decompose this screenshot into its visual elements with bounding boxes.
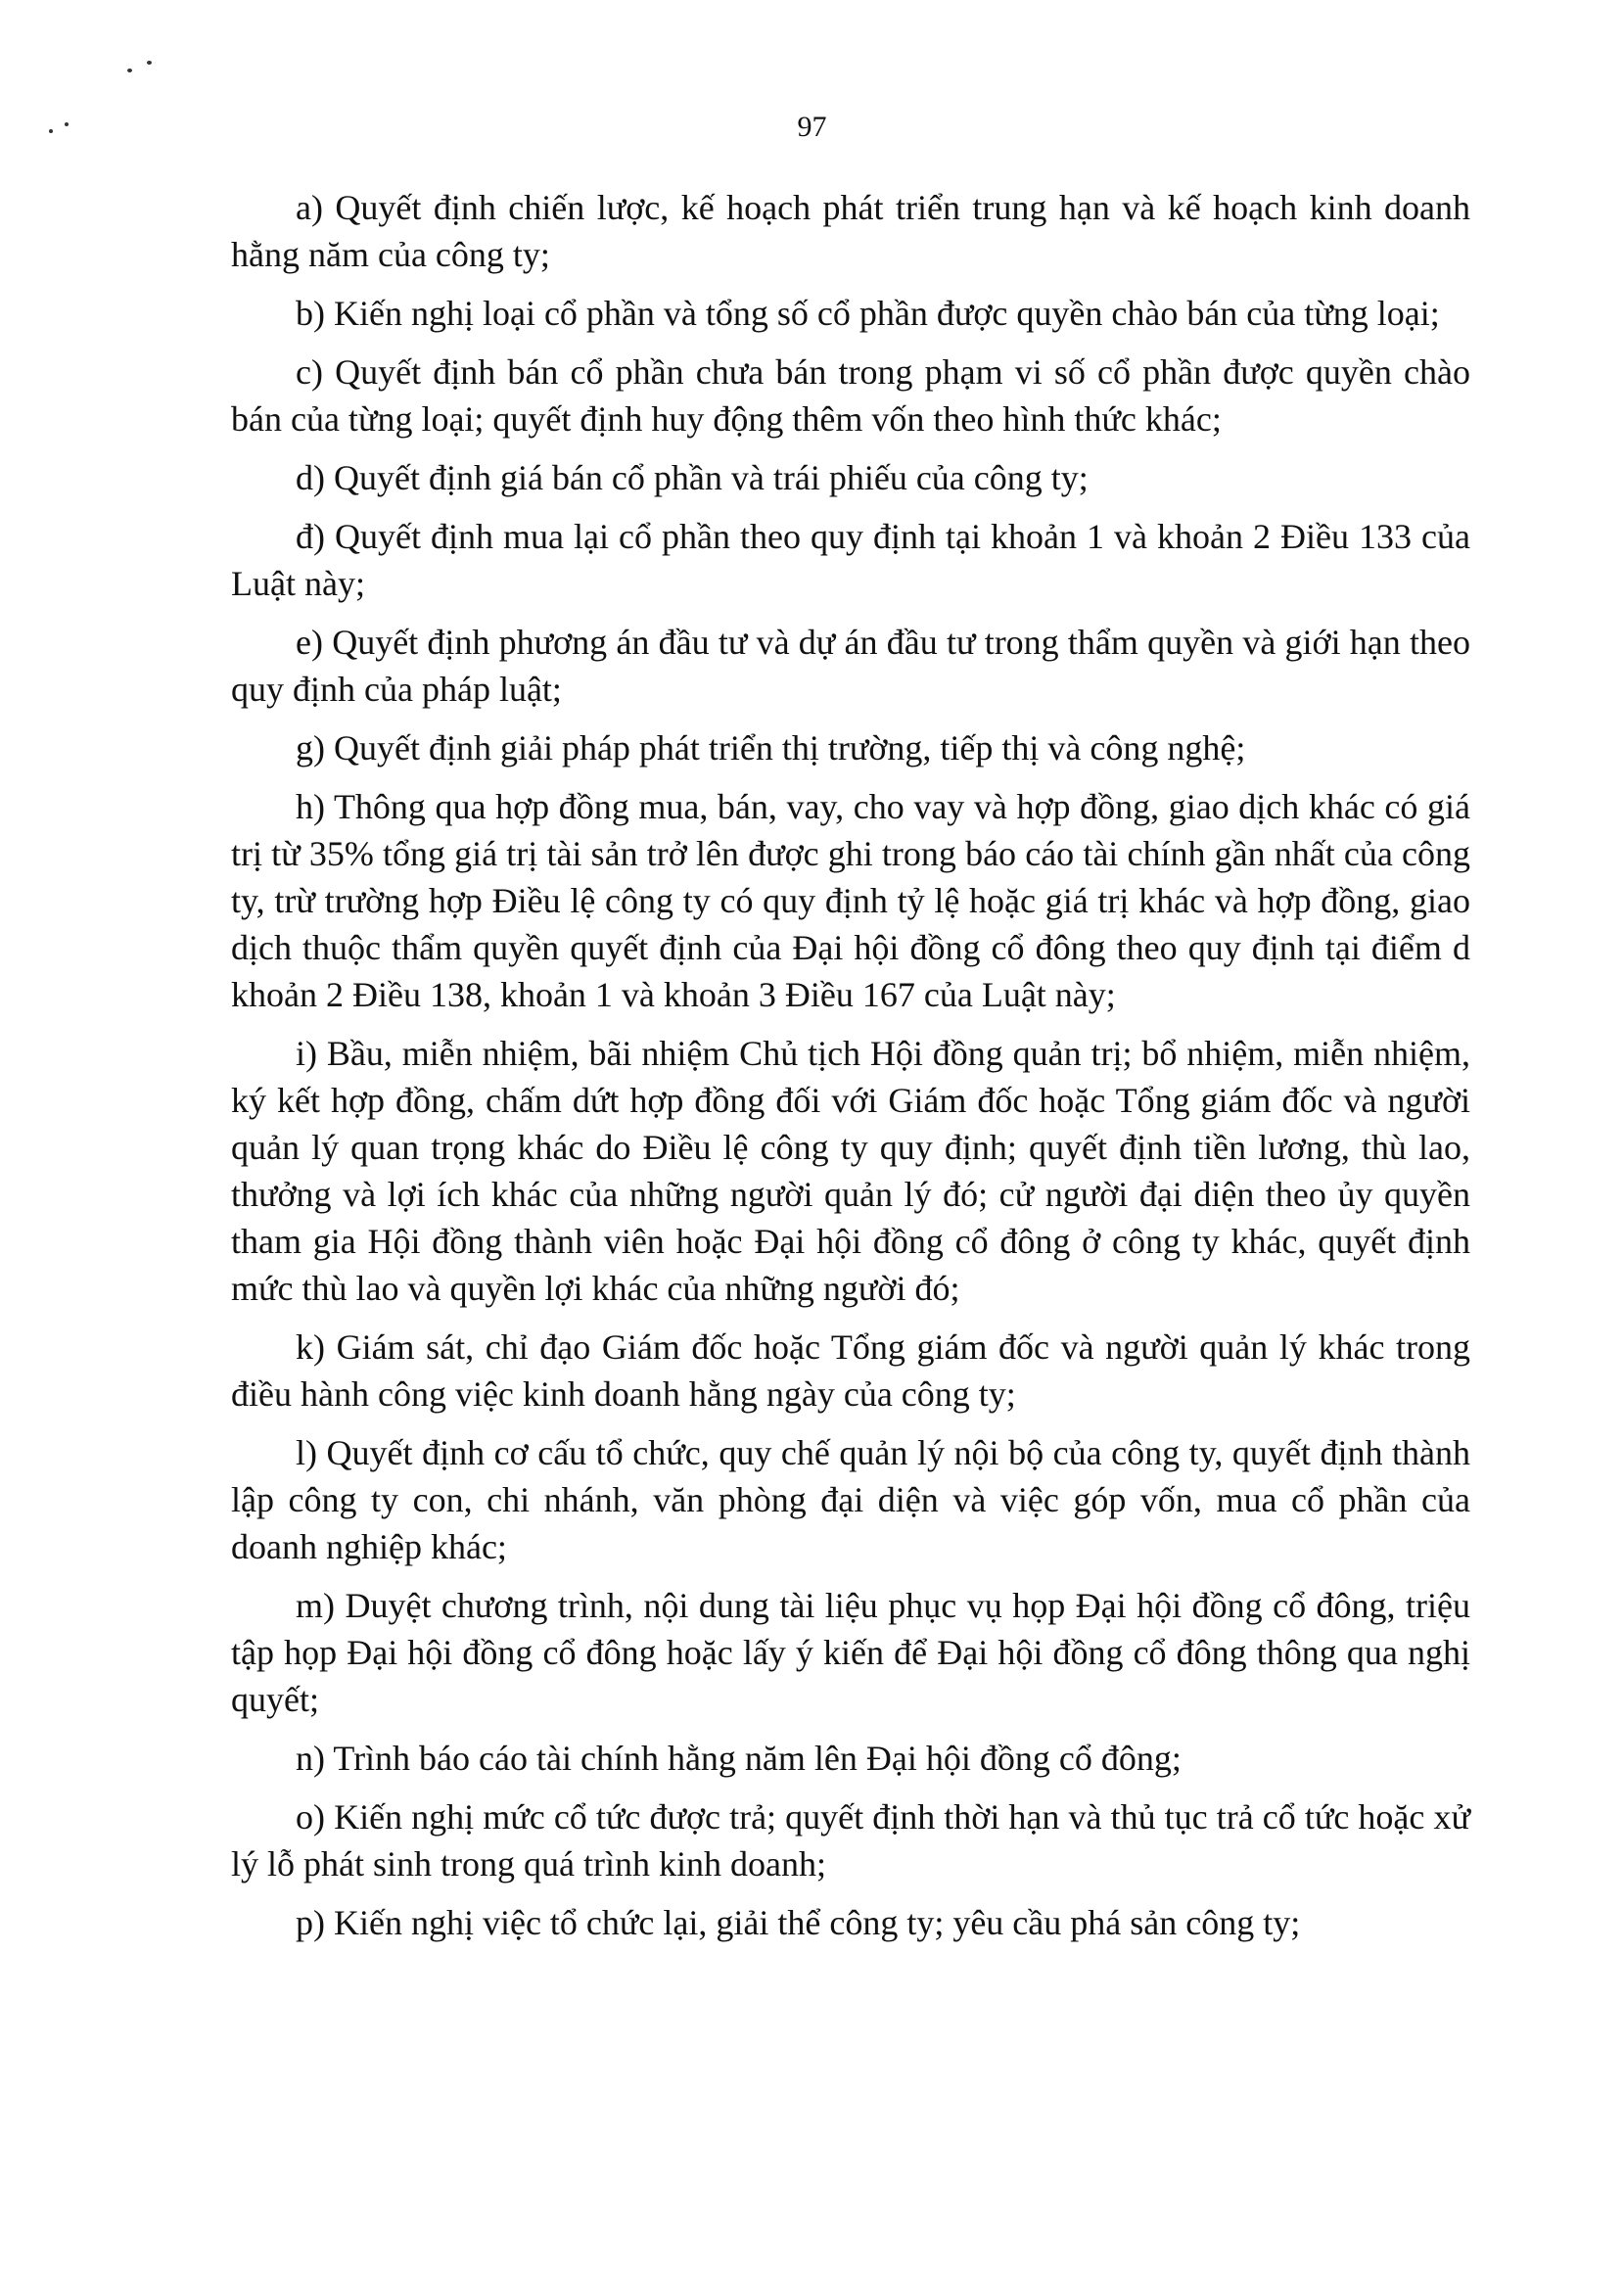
paragraph-h: h) Thông qua hợp đồng mua, bán, vay, cho vay và hợp đồng, giao dịch khác có giá trị từ 35% tổng giá trị tài sản trở lên được ghi trong báo cáo tài chính gần nhất của công ty, trừ trường hợp Điều lệ công ty có quy định tỷ lệ hoặc giá trị khác và hợp đồng, giao dịch thuộc thẩm quyền quyết định của Đại hội đồng cổ đông theo quy định tại điểm d khoản 2 Điều 138, khoản 1 và khoản 3 Điều 167 của Luật này; [231,787,1470,1014]
page-number: 97 [797,111,827,143]
paragraph-b: b) Kiến nghị loại cổ phần và tổng số cổ phần được quyền chào bán của từng loại; [296,294,1440,333]
paragraph-n: n) Trình báo cáo tài chính hằng năm lên Đại hội đồng cổ đông; [296,1739,1182,1778]
paragraph-l: l) Quyết định cơ cấu tổ chức, quy chế quản lý nội bộ của công ty, quyết định thành lập công ty con, chi nhánh, văn phòng đại diện và việc góp vốn, mua cổ phần của doanh nghiệp khác; [231,1433,1470,1566]
paragraph-o: o) Kiến nghị mức cổ tức được trả; quyết định thời hạn và thủ tục trả cổ tức hoặc xử lý lỗ phát sinh trong quá trình kinh doanh; [231,1797,1470,1884]
scan-speck [127,69,132,72]
paragraph-dd: đ) Quyết định mua lại cổ phần theo quy định tại khoản 1 và khoản 2 Điều 133 của Luật này; [231,517,1470,603]
paragraph-e: e) Quyết định phương án đầu tư và dự án đầu tư trong thẩm quyền và giới hạn theo quy định của pháp luật; [231,623,1470,709]
scan-speck [147,61,152,65]
paragraph-i: i) Bầu, miễn nhiệm, bãi nhiệm Chủ tịch Hội đồng quản trị; bổ nhiệm, miễn nhiệm, ký kết hợp đồng, chấm dứt hợp đồng đối với Giám đốc hoặc Tổng giám đốc và người quản lý quan trọng khác do Điều lệ công ty quy định; quyết định tiền lương, thù lao, thưởng và lợi ích khác của những người quản lý đó; cử người đại diện theo ủy quyền tham gia Hội đồng thành viên hoặc Đại hội đồng cổ đông ở công ty khác, quyết định mức thù lao và quyền lợi khác của những người đó; [231,1034,1470,1308]
paragraph-m: m) Duyệt chương trình, nội dung tài liệu phục vụ họp Đại hội đồng cổ đông, triệu tập họp Đại hội đồng cổ đông hoặc lấy ý kiến để Đại hội đồng cổ đông thông qua nghị quyết; [231,1586,1470,1719]
paragraph-d: d) Quyết định giá bán cổ phần và trái phiếu của công ty; [296,458,1089,497]
paragraph-a: a) Quyết định chiến lược, kế hoạch phát triển trung hạn và kế hoạch kinh doanh hằng năm của công ty; [231,188,1470,274]
paragraph-g: g) Quyết định giải pháp phát triển thị trường, tiếp thị và công nghệ; [296,728,1246,767]
paragraph-c: c) Quyết định bán cổ phần chưa bán trong phạm vi số cổ phần được quyền chào bán của từng loại; quyết định huy động thêm vốn theo hình thức khác; [231,352,1470,439]
document-body [231,184,1470,1958]
paragraph-p: p) Kiến nghị việc tổ chức lại, giải thể công ty; yêu cầu phá sản công ty; [296,1903,1301,1942]
paragraph-k: k) Giám sát, chỉ đạo Giám đốc hoặc Tổng giám đốc và người quản lý khác trong điều hành công việc kinh doanh hằng ngày của công ty; [231,1327,1470,1414]
